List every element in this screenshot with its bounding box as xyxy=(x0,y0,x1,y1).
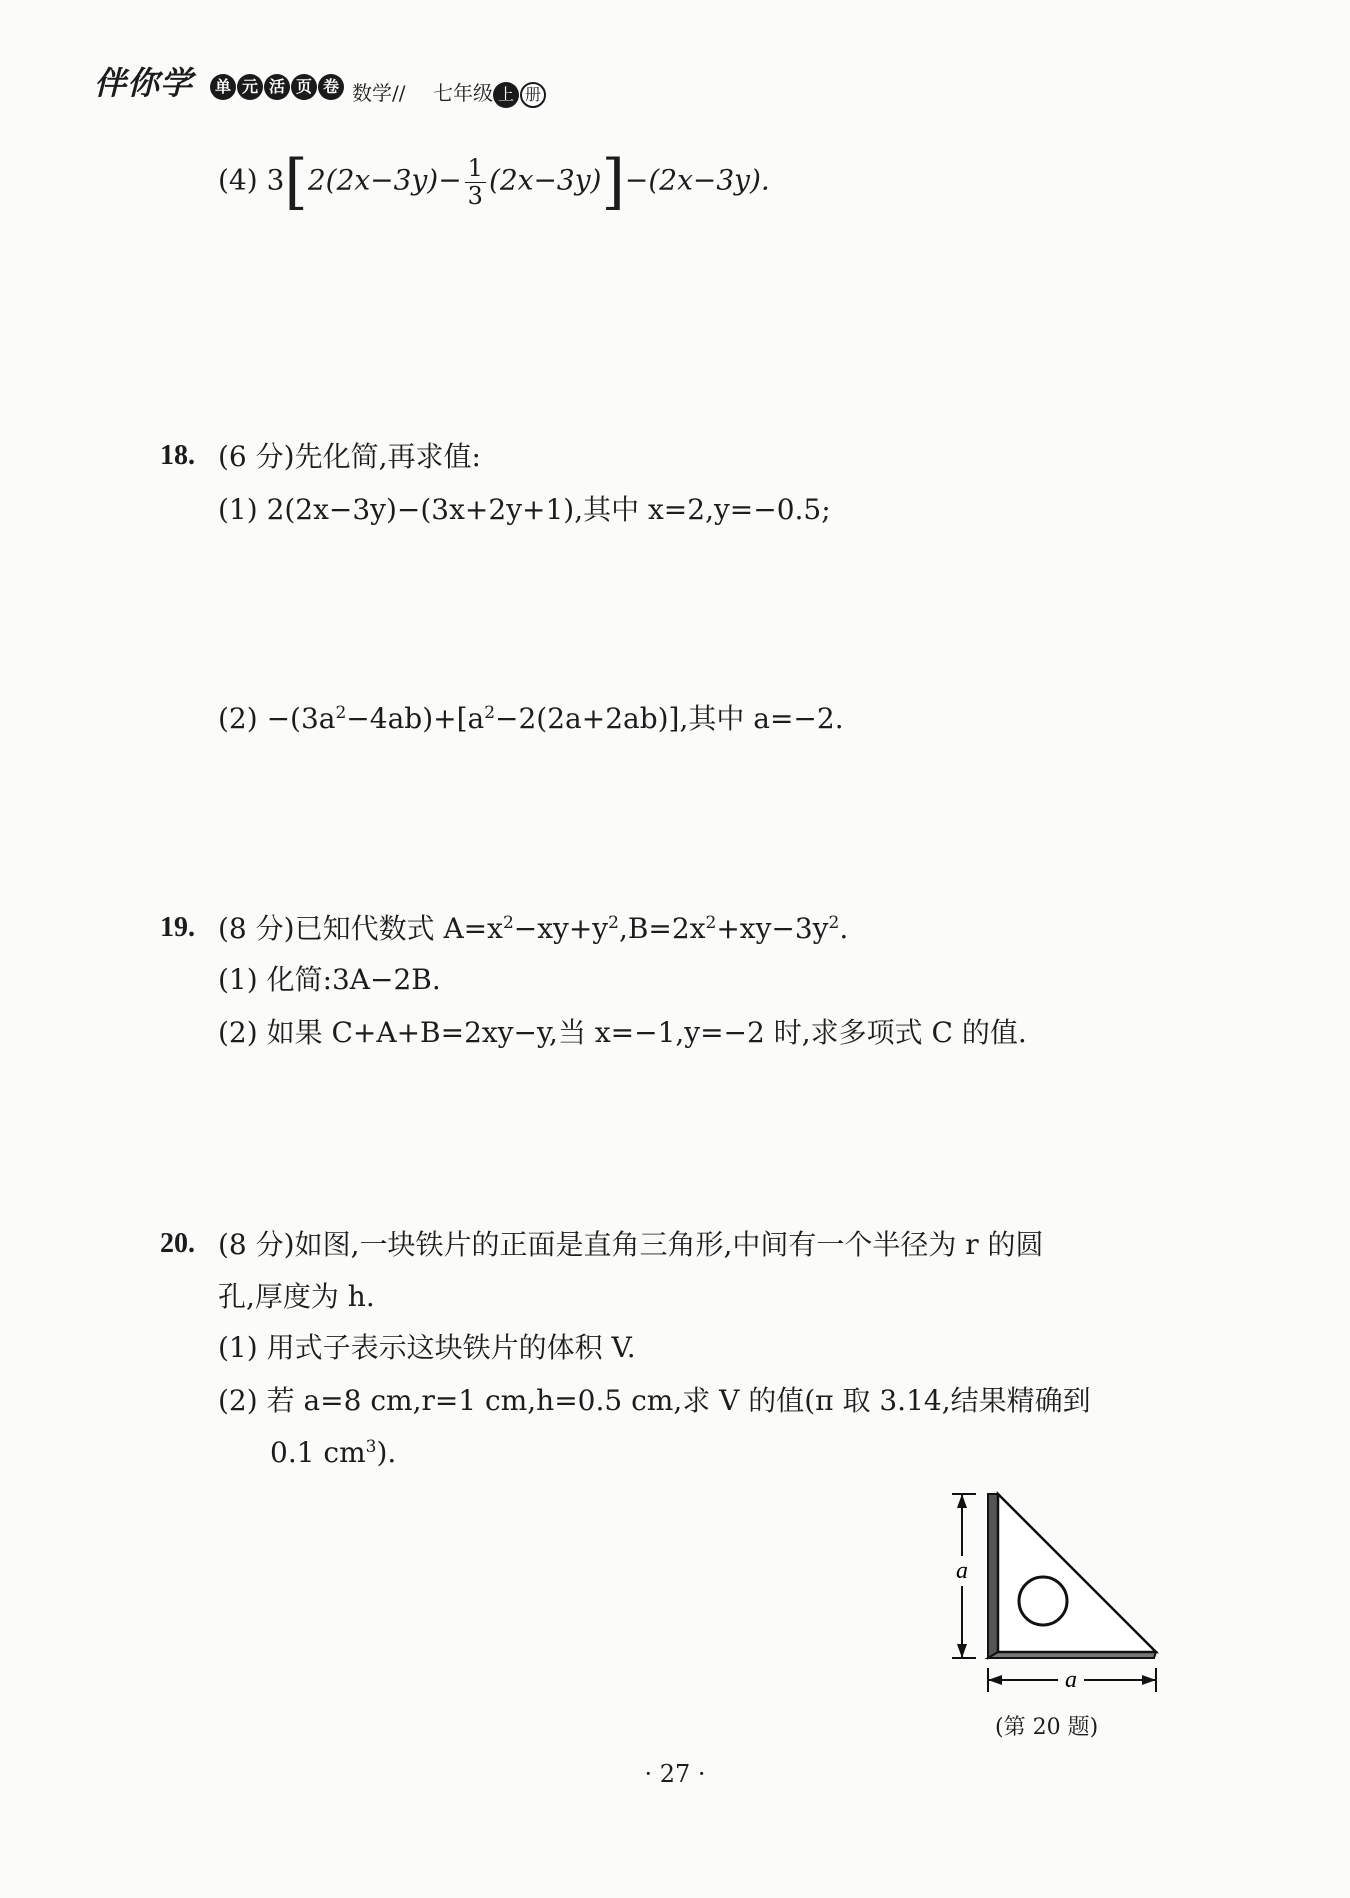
question-number: 18. xyxy=(160,440,195,471)
book-logo: 伴你学 xyxy=(94,64,194,102)
figure-caption: (第 20 题) xyxy=(995,1715,1099,1740)
expr-segment: −4ab)+[a xyxy=(346,702,485,735)
question-number: 20. xyxy=(160,1228,195,1259)
exponent: 2 xyxy=(335,703,347,723)
part-label: (4) xyxy=(218,163,258,197)
exponent: 2 xyxy=(705,913,717,933)
fraction xyxy=(465,155,486,209)
series-title xyxy=(210,74,345,100)
expr-term: (2x−3y) xyxy=(488,163,602,197)
q18-part2 xyxy=(218,702,844,736)
q20-part2-line2 xyxy=(270,1436,396,1470)
iron-plate-figure xyxy=(940,1480,1180,1700)
expr-segment: ). xyxy=(376,1436,397,1469)
series-chip: 活 xyxy=(264,74,290,100)
q19-part1: (1) 化简:3A−2B. xyxy=(218,963,441,996)
q20-part2-line1: (2) 若 a=8 cm,r=1 cm,h=0.5 cm,求 V 的值(π 取 3.14,结果精确到 xyxy=(218,1384,1091,1417)
dimension-label-a: a xyxy=(1065,1667,1077,1693)
series-chip: 元 xyxy=(237,74,263,100)
left-bracket: [ xyxy=(284,147,308,217)
q20-stem-line2: 孔,厚度为 h. xyxy=(218,1280,375,1313)
q17-part4 xyxy=(218,147,770,217)
q20-stem-line1: (8 分)如图,一块铁片的正面是直角三角形,中间有一个半径为 r 的圆 xyxy=(218,1228,1044,1261)
series-chip: 单 xyxy=(210,74,236,100)
exponent: 2 xyxy=(828,913,840,933)
coefficient: 3 xyxy=(266,163,285,197)
q19-stem xyxy=(218,912,848,946)
horizontal-dimension xyxy=(988,1667,1156,1693)
grade-label xyxy=(433,77,547,108)
expr-segment: (2) −(3a xyxy=(218,702,336,735)
volume-chip: 上 xyxy=(493,82,519,108)
grade-text: 七年级 xyxy=(433,81,493,105)
q18-stem: (6 分)先化简,再求值: xyxy=(218,440,481,473)
exponent: 3 xyxy=(365,1437,377,1457)
expr-segment: . xyxy=(839,912,849,945)
expr-segment: −2(2a+2ab)],其中 a=−2. xyxy=(495,702,844,735)
vertical-dimension xyxy=(952,1494,976,1658)
exponent: 2 xyxy=(502,913,514,933)
dimension-label-a: a xyxy=(956,1558,968,1584)
q19-part2: (2) 如果 C+A+B=2xy−y,当 x=−1,y=−2 时,求多项式 C 的值. xyxy=(218,1016,1027,1049)
exponent: 2 xyxy=(608,913,619,933)
q18-part1: (1) 2(2x−3y)−(3x+2y+1),其中 x=2,y=−0.5; xyxy=(218,493,831,526)
question-number: 19. xyxy=(160,912,195,943)
expr-segment: 0.1 cm xyxy=(270,1436,366,1469)
series-chip: 页 xyxy=(291,74,317,100)
q20-part1: (1) 用式子表示这块铁片的体积 V. xyxy=(218,1331,636,1364)
page-number: · 27 · xyxy=(644,1760,706,1788)
right-bracket: ] xyxy=(601,147,625,217)
expr-segment: −xy+y xyxy=(513,912,609,945)
subject-label: 数学// xyxy=(352,81,406,105)
exponent: 2 xyxy=(484,703,496,723)
expr-segment: ,B=2x xyxy=(618,912,706,945)
circular-hole xyxy=(1019,1577,1067,1625)
expr-segment: (8 分)已知代数式 A=x xyxy=(218,912,503,945)
expr-segment: +xy−3y xyxy=(716,912,829,945)
expr-term: 2(2x−3y)− xyxy=(307,163,462,197)
series-chip: 卷 xyxy=(318,74,344,100)
triangle-plate xyxy=(988,1494,1156,1658)
expr-term: −(2x−3y). xyxy=(624,163,770,197)
fraction-denominator: 3 xyxy=(467,181,483,210)
volume-chip: 册 xyxy=(520,82,546,108)
fraction-numerator: 1 xyxy=(465,155,486,182)
